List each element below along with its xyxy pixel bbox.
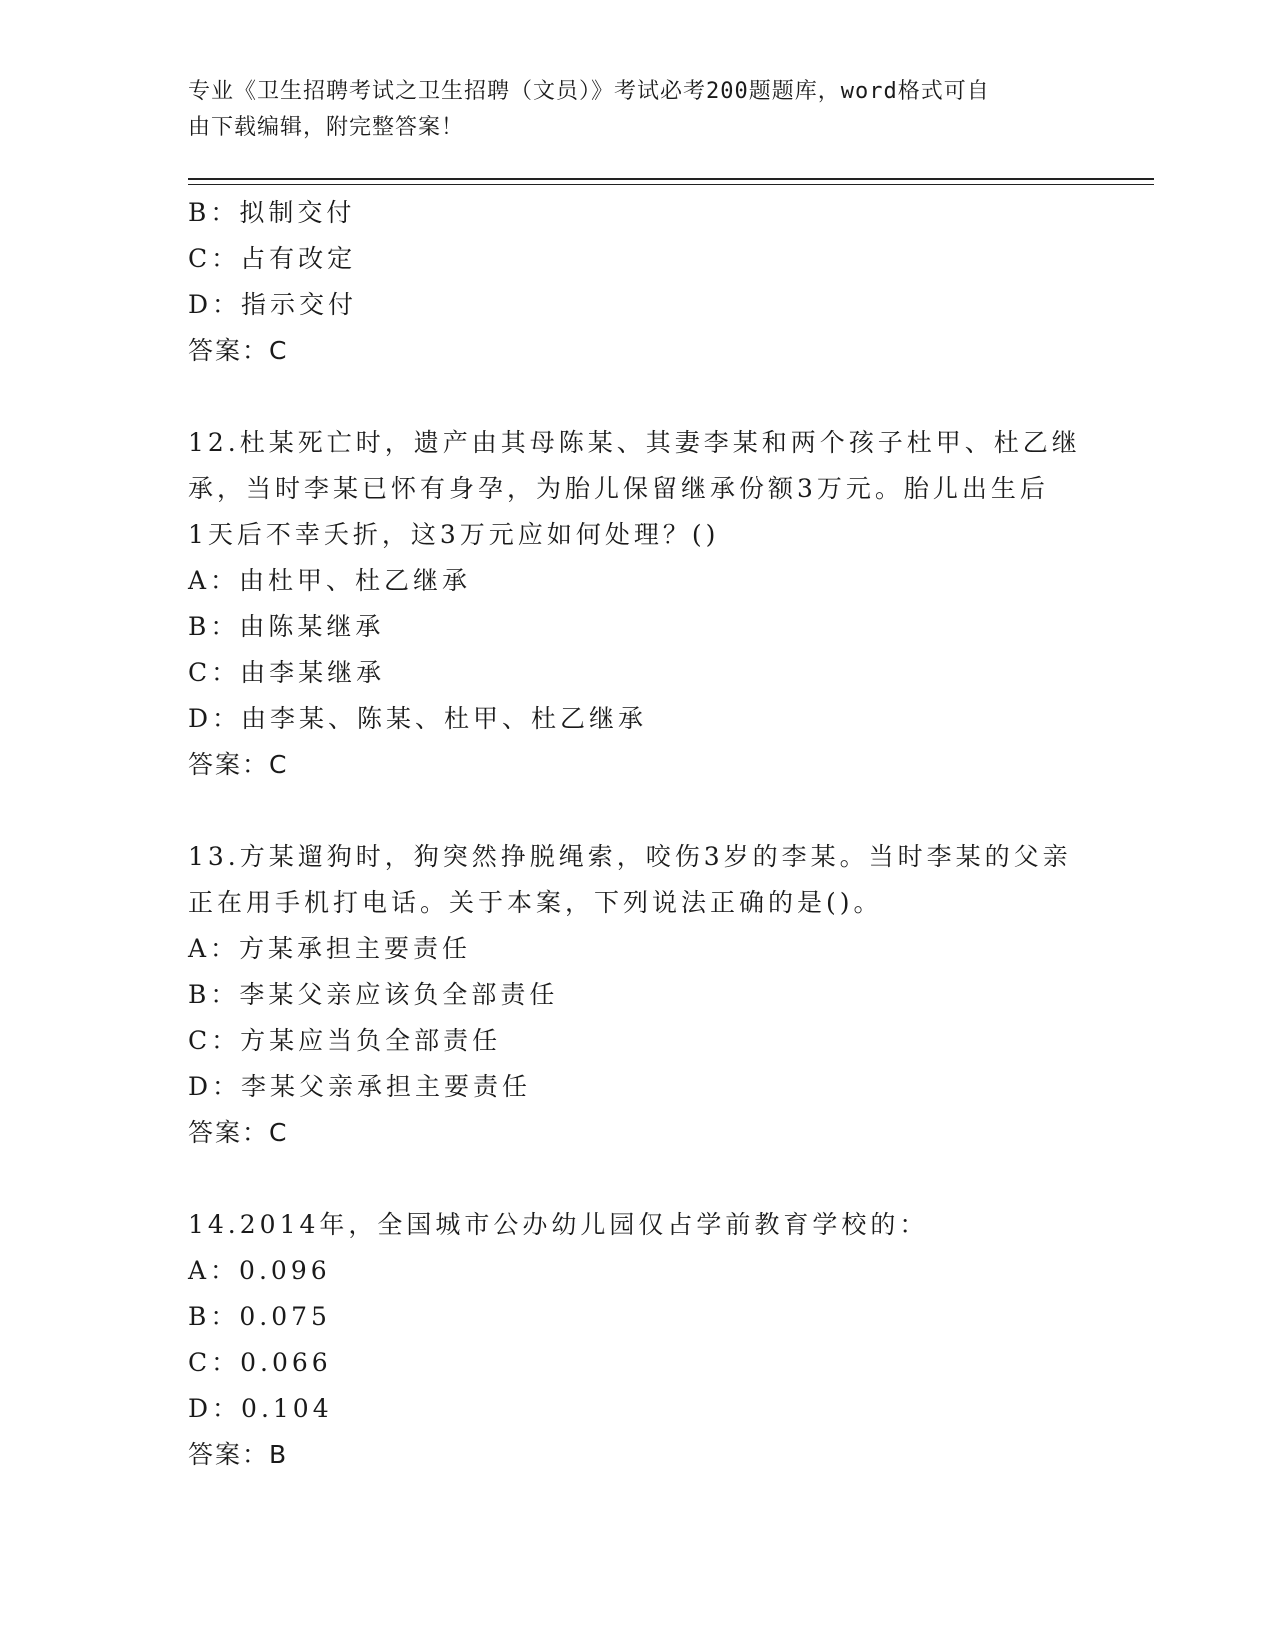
- stem-line: 12.杜某死亡时，遗产由其母陈某、其妻李某和两个孩子杜甲、杜乙继: [188, 428, 1081, 457]
- answer-line: 答案：C: [188, 750, 289, 779]
- answer-line: 答案：C: [188, 336, 289, 365]
- stem-line: 承，当时李某已怀有身孕，为胎儿保留继承份额3万元。胎儿出生后: [188, 474, 1049, 503]
- answer-line: 答案：C: [188, 1118, 289, 1147]
- option-a: A：0.096: [188, 1256, 331, 1285]
- document-header: [188, 74, 1088, 146]
- option-b: B：由陈某继承: [188, 612, 385, 641]
- question-list: [188, 190, 1088, 1478]
- option-d: D：李某父亲承担主要责任: [188, 1072, 532, 1101]
- header-divider-thin: [188, 184, 1154, 185]
- question-12: [188, 420, 1088, 788]
- question-11-continued: [188, 190, 1088, 374]
- option-c: C：方某应当负全部责任: [188, 1026, 502, 1055]
- header-divider: [188, 178, 1154, 180]
- option-d: D：0.104: [188, 1394, 333, 1423]
- option-b: B：0.075: [188, 1302, 331, 1331]
- answer-line: 答案：B: [188, 1440, 289, 1469]
- option-a: A：方某承担主要责任: [188, 934, 472, 963]
- stem-line: 正在用手机打电话。关于本案，下列说法正确的是()。: [188, 888, 883, 917]
- stem-line: 13.方某遛狗时，狗突然挣脱绳索，咬伤3岁的李某。当时李某的父亲: [188, 842, 1072, 871]
- option-b: B：拟制交付: [188, 198, 356, 227]
- stem-line: 14.2014年，全国城市公办幼儿园仅占学前教育学校的：: [188, 1210, 929, 1239]
- option-c: C：0.066: [188, 1348, 332, 1377]
- spacer: [188, 788, 1088, 834]
- option-c: C：占有改定: [188, 244, 357, 273]
- option-a: A：由杜甲、杜乙继承: [188, 566, 472, 595]
- stem-line: 1天后不幸夭折，这3万元应如何处理？(): [188, 520, 720, 549]
- header-line-1: 专业《卫生招聘考试之卫生招聘（文员）》考试必考200题题库，word格式可自: [188, 79, 990, 104]
- question-13: [188, 834, 1088, 1156]
- question-14: [188, 1202, 1088, 1478]
- option-c: C：由李某继承: [188, 658, 386, 687]
- option-d: D：由李某、陈某、杜甲、杜乙继承: [188, 704, 648, 733]
- option-d: D：指示交付: [188, 290, 358, 319]
- question-stem: [188, 834, 1088, 926]
- spacer: [188, 1156, 1088, 1202]
- question-stem: [188, 420, 1088, 558]
- spacer: [188, 374, 1088, 420]
- option-b: B：李某父亲应该负全部责任: [188, 980, 559, 1009]
- question-stem: [188, 1202, 1088, 1248]
- header-line-2: 由下载编辑，附完整答案！: [188, 115, 465, 140]
